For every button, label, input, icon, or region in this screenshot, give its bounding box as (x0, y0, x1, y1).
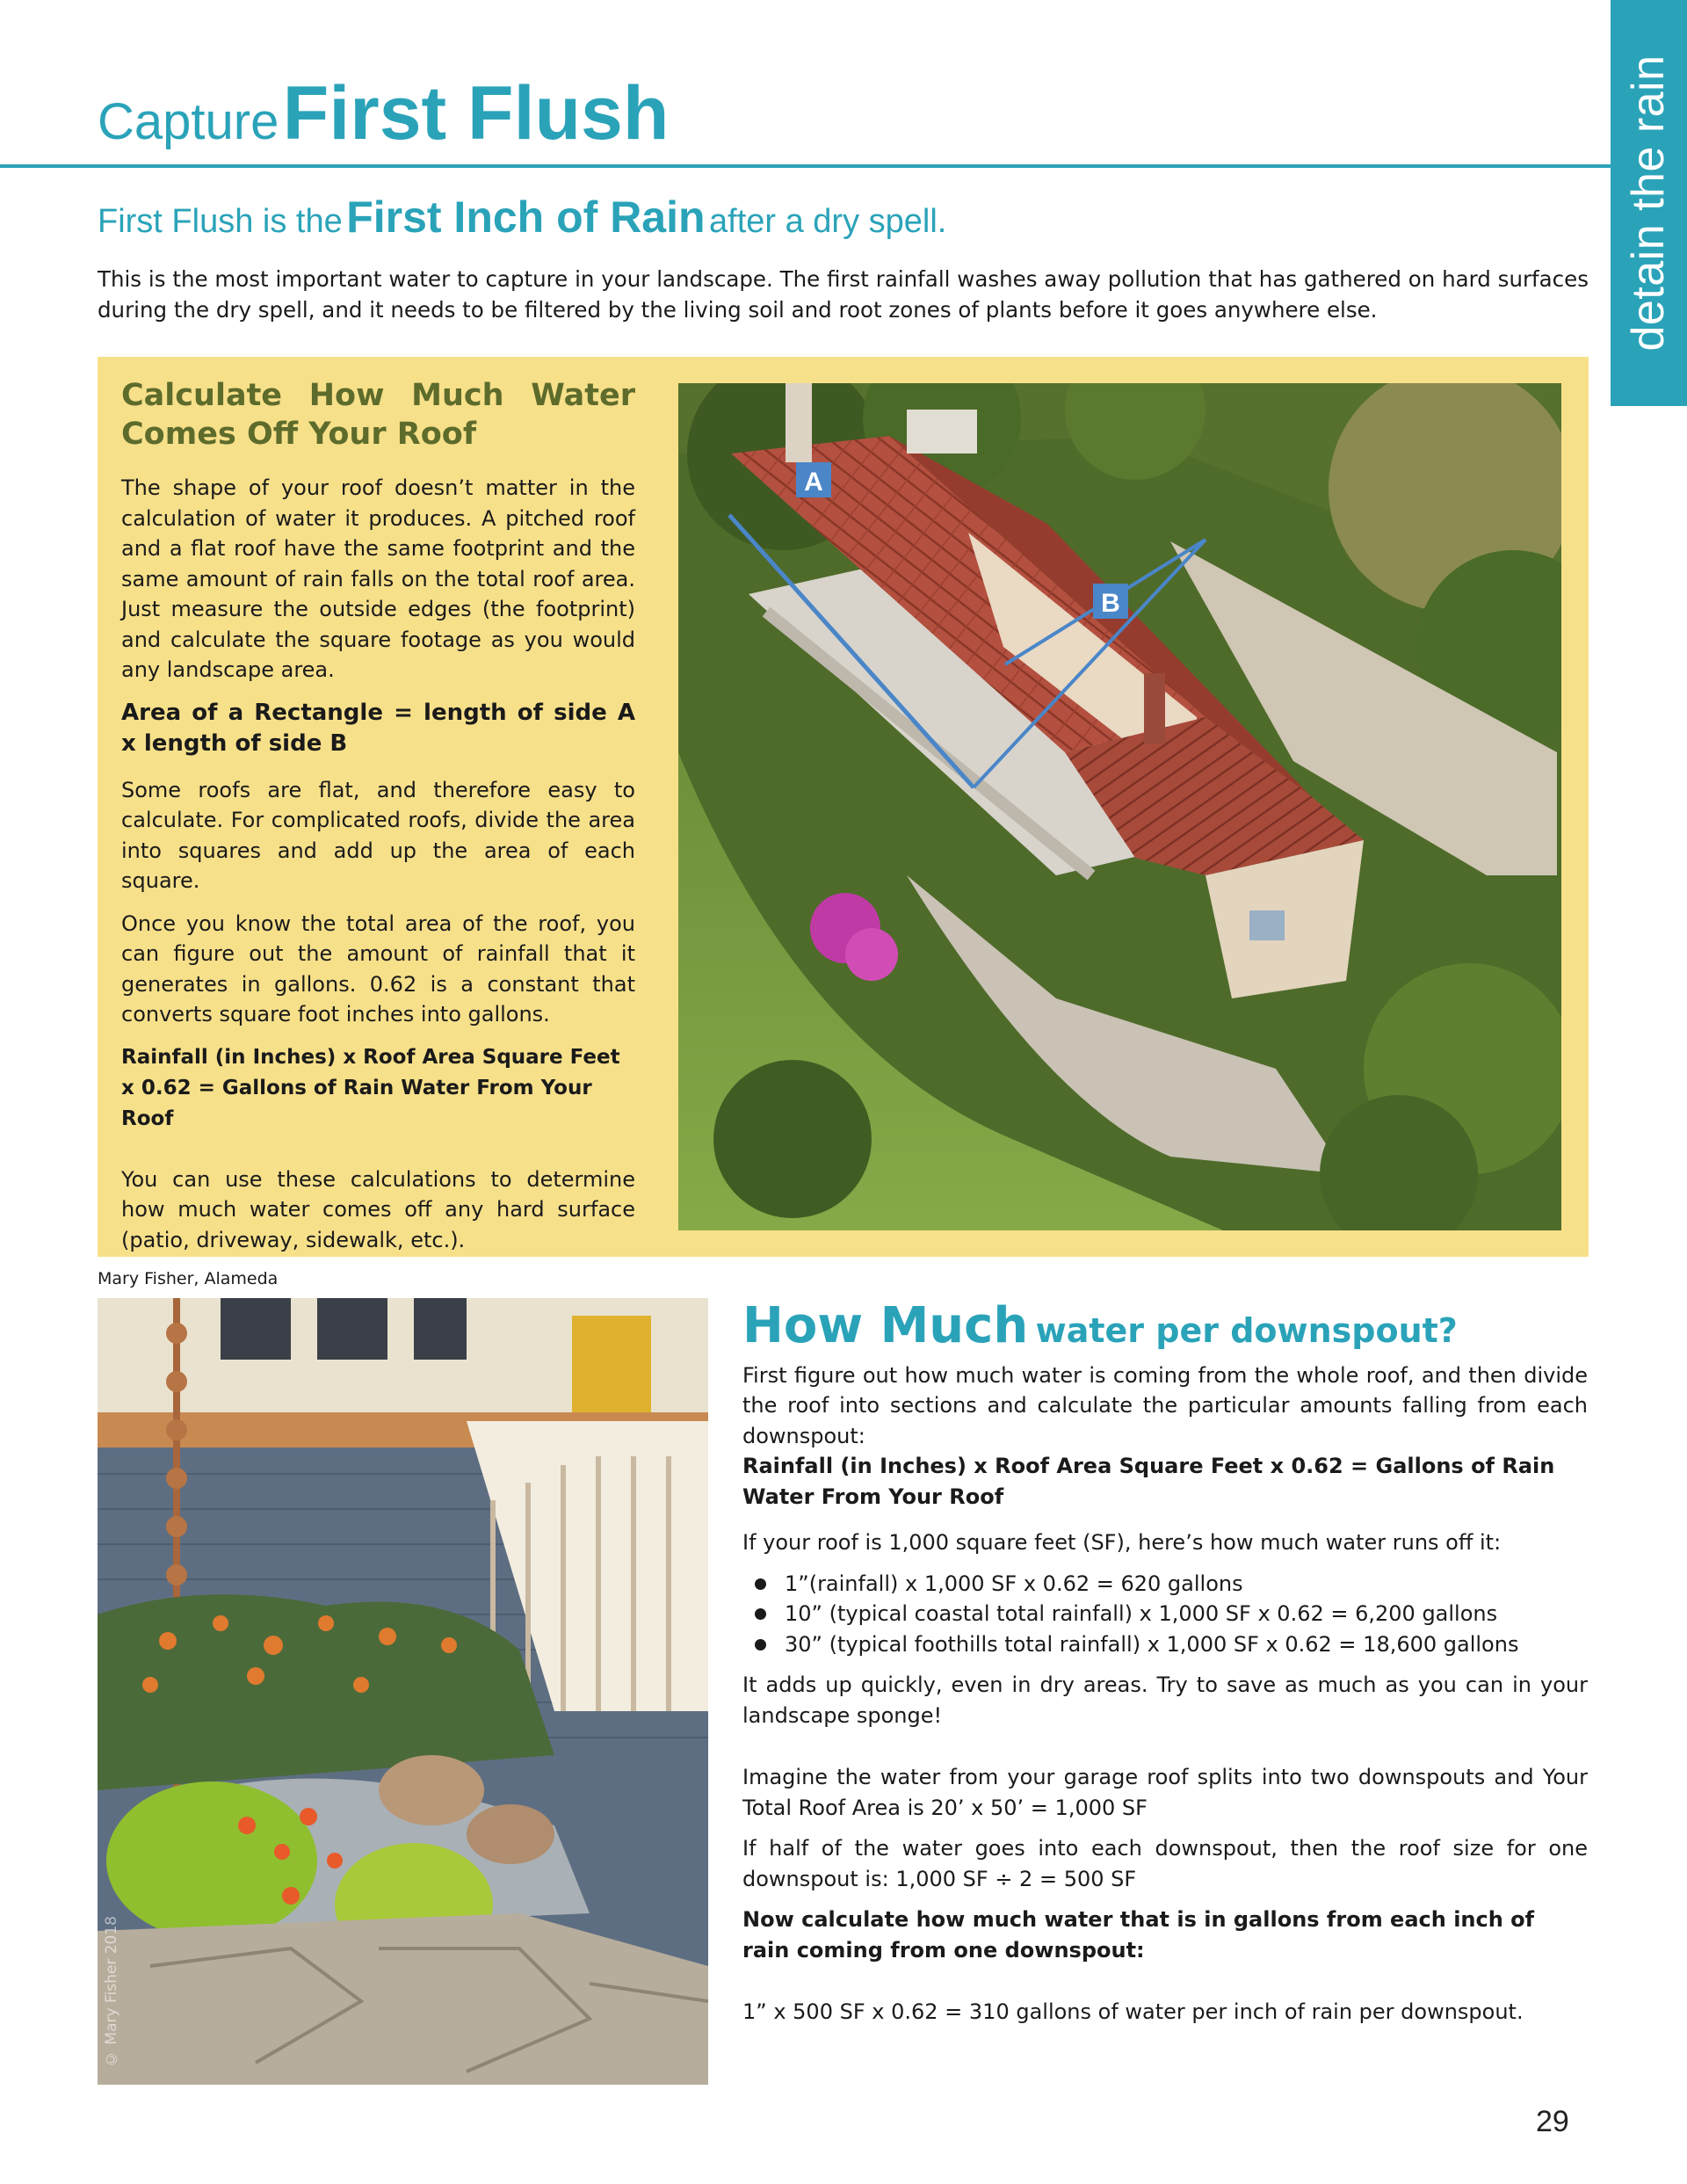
subtitle-emphasis: First Inch of Rain (346, 192, 706, 242)
downspout-result: 1” x 500 SF x 0.62 = 310 gallons of water per inch of rain per downspout. (742, 1999, 1524, 2025)
list-item: 10” (typical coastal total rainfall) x 1,000 SF x 0.62 = 6,200 gallons (742, 1599, 1588, 1629)
aerial-roof-photo (678, 383, 1561, 1230)
page-subtitle (98, 193, 946, 242)
downspout-paragraph-4: Imagine the water from your garage roof splits into two downspouts and Your Total Roof Area is 20’ x 50’ = 1,000 SF (742, 1765, 1588, 1820)
aerial-roof-illustration (678, 383, 1561, 1230)
garden-illustration (98, 1298, 708, 2085)
roof-calc-heading: Calculate How Much Water Comes Off Your Roof (121, 378, 635, 452)
downspout-heading (742, 1299, 1588, 1353)
downspout-section (742, 1299, 1588, 2028)
garden-photo (98, 1298, 708, 2085)
roof-calculation-text (121, 376, 635, 1267)
side-b-label: B (1101, 589, 1120, 618)
rainfall-examples-list (742, 1569, 1588, 1660)
page-title-bold: First Flush (282, 71, 670, 156)
downspout-paragraph-3: It adds up quickly, even in dry areas. Try to save as much as you can in your landscape sponge! (742, 1672, 1588, 1728)
photo-watermark: © Mary Fisher 2018 (103, 1916, 120, 2067)
downspout-heading-light: water per downspout? (1035, 1311, 1458, 1350)
list-item: 1”(rainfall) x 1,000 SF x 0.62 = 620 gallons (742, 1569, 1588, 1600)
intro-paragraph: This is the most important water to capture in your landscape. The first rainfall washes away pollution that has gathered on hard surfaces during the dry spell, and it needs to be filtered by the living soil and root zones of plants before it goes anywhere else. (98, 266, 1589, 323)
list-item: 30” (typical foothills total rainfall) x 1,000 SF x 0.62 = 18,600 gallons (742, 1629, 1588, 1660)
side-tab-label: detain the rain (1623, 54, 1674, 352)
roof-calc-paragraph-4: You can use these calculations to determine how much water comes off any hard surface (patio, driveway, sidewalk, etc.). (121, 1166, 635, 1252)
rain-formula: Rainfall (in Inches) x Roof Area Square Feet x 0.62 = Gallons of Rain Water From Your Roof (121, 1045, 620, 1130)
downspout-paragraph-5: If half of the water goes into each downspout, then the roof size for one downspout is: 1,000 SF ÷ 2 = 500 SF (742, 1836, 1588, 1891)
subtitle-part-1: First Flush is the (98, 203, 343, 240)
subtitle-part-2: after a dry spell. (709, 203, 947, 240)
downspout-heading-bold: How Much (742, 1297, 1029, 1354)
photo-credit: Mary Fisher, Alameda (98, 1269, 279, 1288)
roof-calc-paragraph-3: Once you know the total area of the roof, you can figure out the amount of rainfall that it generates in gallons. 0.62 is a constant that converts square foot inches into gallons. (121, 911, 635, 1027)
side-a-label: A (804, 468, 823, 497)
page-title (98, 71, 670, 156)
downspout-paragraph-6: Now calculate how much water that is in gallons from each inch of rain coming from one downspout: (742, 1907, 1535, 1963)
title-divider (0, 164, 1611, 168)
downspout-formula: Rainfall (in Inches) x Roof Area Square Feet x 0.62 = Gallons of Rain Water From Your Roof (742, 1454, 1555, 1509)
downspout-paragraph-1: First figure out how much water is coming from the whole roof, and then divide the roof into sections and calculate the particular amounts falling from each downspout: (742, 1362, 1588, 1448)
downspout-paragraph-2: If your roof is 1,000 square feet (SF), here’s how much water runs off it: (742, 1530, 1502, 1556)
page-title-light: Capture (98, 93, 279, 150)
roof-calc-paragraph-2: Some roofs are flat, and therefore easy to calculate. For complicated roofs, divide the area into squares and add up the area of each square. (121, 777, 635, 893)
roof-calc-paragraph-1: The shape of your roof doesn’t matter in the calculation of water it produces. A pitched roof and a flat roof have the same footprint and the same amount of rain falls on the total roof area. Just measure the outside edges (the footprint) and calculate the square footage as you would any landscape area. (121, 475, 635, 682)
page-number: 29 (1536, 2105, 1569, 2138)
area-formula: Area of a Rectangle = length of side A x length of side B (121, 699, 635, 757)
